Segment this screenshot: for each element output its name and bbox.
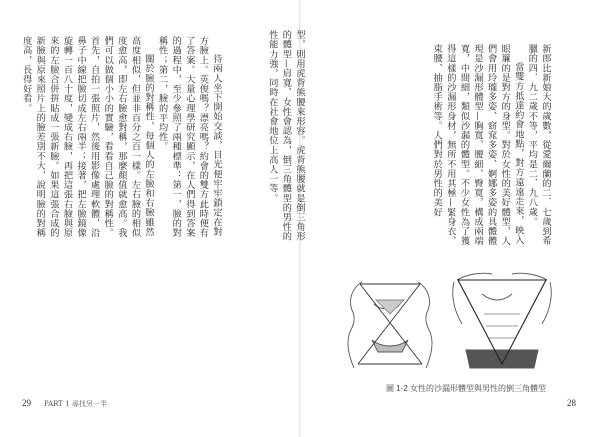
left-page-text-body bbox=[20, 36, 223, 242]
female-hourglass-illustration bbox=[348, 282, 432, 368]
figure-caption: 圖 1-2 女性的沙漏形體型與男性的倒三角體型 bbox=[386, 384, 547, 393]
running-head: PART 1 尋找另一半 bbox=[44, 400, 107, 408]
body-shape-figure bbox=[322, 274, 574, 369]
left-paragraph-3: 關於臉的對稱性，每個人的左臉和右臉雖然高度相似，但並非百分之百一樣。左右臉的相似度愈高，即左右臉愈對稱，那麼顏值就愈高。我們可以做個小小的實驗，看看自己臉的對稱性。首先，自拍一張照片，然後用影像處理軟體，沿鼻子中線把臉切成左右兩半；接著，把左臉鏡像旋轉一百八十度，變成右臉，再把這張右臉與原來的左臉合併拼貼成一張新臉。如果這張合成的新臉與原來照片上的臉差別不大，說明臉的對稱度高，長得好看。 bbox=[20, 36, 155, 238]
right-paragraph-2: 當雙方抵達約會地點，對方遠遠走來，映入眼簾的是對方的身型。對於女性的美好體型，人們會用玲瓏多姿、窈窕多姿、婀娜多姿的具體體現是沙漏形體型—胸寬、腰細、臀寬，構成兩端寬，中間細，類似沙漏的體型。不少女性為了獲得這樣的沙漏形身材，無所不用其極—緊身衣、束腰、抽脂手術等。人們對於男性的美好 bbox=[431, 44, 524, 246]
left-page-text-top bbox=[226, 30, 306, 242]
left-paragraph-2: 待兩人坐下開始交談，目光便牢牢鎖定在對方臉上。英俊嗎？漂亮嗎？約會的雙方此時便有了答案。大量心理學研究顯示，在人們得到答案的過程中，至少參照了兩種標準：第一，臉的對稱性；第二，臉的平均性。 bbox=[156, 36, 222, 238]
page-number-right: 28 bbox=[567, 398, 576, 408]
right-paragraph-1: 新郎比新娘大的歲數，從愛爾蘭的二．七歲到希臘的四．九二歲不等，平均是二．九八歲。 bbox=[526, 44, 551, 246]
page-number-left: 29 bbox=[22, 398, 31, 408]
left-paragraph-1: 型，則用虎背熊腰來形容。虎背熊腰就是倒三角形的體型—肩寬、女性會認為，倒三角體型的男性的性能力強，同時在社會地位上高人一等。 bbox=[266, 30, 305, 242]
right-page-text bbox=[343, 44, 552, 254]
male-inverted-triangle-illustration bbox=[453, 273, 552, 368]
